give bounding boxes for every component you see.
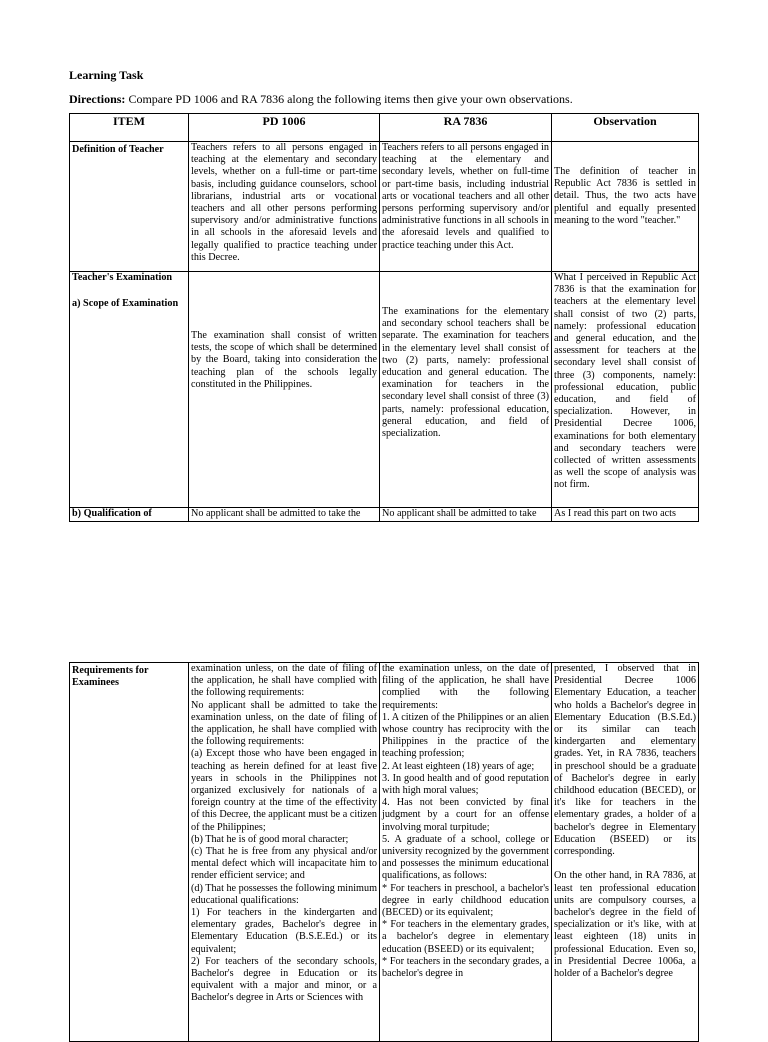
row-observation: As I read this part on two acts — [552, 508, 699, 522]
row-item: Definition of Teacher — [70, 142, 189, 272]
row-ra7836: Teachers refers to all persons engaged in teaching at the elementary and secondary levels, whether on full-time or part-time basis, including industrial arts or vocational teachers and all other persons performing supervisory and/or administrative functions in all schools in the aforesaid levels and qualified to practice teaching under this Act. — [380, 142, 552, 272]
row-pd1006: No applicant shall be admitted to take the — [189, 508, 380, 522]
table-row — [70, 272, 699, 508]
row-pd1006: examination unless, on the date of filing of the application, he shall have complied with the following requirements: No applicant shall be admitted to take the examination unless, on the date of filing of the application, he shall have complied with the following requirements: (a) Except those who have been engaged in teaching as herein defined for at least five years in schools in the Philippines not organized exclusively for nationals of a foreign country at the time of the effectivity of this Decree, the applicant must be a citizen of the Philippines; (b) That he is of good moral character; (c) That he is free from any physical and/or mental defect which will incapacitate him to render efficient service; and (d) That he possesses the following minimum educational qualifications: 1) For teachers in the kindergarten and elementary grades, Bachelor's degree in Elementary Education (B.S.E.Ed.) or its equivalent; 2) For teachers of the secondary schools, Bachelor's degree in Education or its equivalent with a major and minor, or a Bachelor's degree in Arts or Sciences with — [189, 663, 380, 1042]
row-observation: What I perceived in Republic Act 7836 is that the examination for teachers at the elementary level shall consist of two (2) parts, namely: professional education and general education, and the assessment for teachers at the secondary level shall consist of three (3) components, namely: professional education, public education, and field of specialization. However, in Presidential Decree 1006, examinations for both elementary and secondary teachers were collected of written assessments as well the scope of analysis was not firm. — [552, 272, 699, 508]
page-title: Learning Task — [69, 68, 144, 82]
row-ra7836: the examination unless, on the date of filing of the application, he shall have complied with the following requirements: 1. A citizen of the Philippines or an alien whose country has reciprocity with the Philippines in the practice of the teaching profession; 2. At least eighteen (18) years of age; 3. In good health and of good reputation with high moral values; 4. Has not been convicted by final judgment by a court for an offense involving moral turpitude; 5. A graduate of a school, college or university recognized by the government and possesses the minimum educational qualifications, as follows: * For teachers in preschool, a bachelor's degree in early childhood education (BECED) or its equivalent; * For teachers in the elementary grades, a bachelor's degree in elementary education (BSEED) or its equivalent; * For teachers in the secondary grades, a bachelor's degree in — [380, 663, 552, 1042]
row-observation: presented, I observed that in Presidential Decree 1006 Elementary Education, a teacher who holds a Bachelor's degree in Elementary Education (B.S.Ed.) or its similar can teach kindergarten and elementary grades. Yet, in RA 7836, teachers in preschool should be a graduate of Bachelor's degree in early childhood education (BECED), or it's like for teachers in the elementary grades, a holder of a bachelor's degree in Elementary Education (BSEED) or its corresponding. On the other hand, in RA 7836, at least ten professional education units are compulsory courses, a bachelor's degree in the field of specialization or it's like, with at least eighteen (18) units in professional Education. Even so, in Presidential Decree 1006a, a holder of a Bachelor's degree — [552, 663, 699, 1042]
row-item-subheading: a) Scope of Examination — [72, 298, 179, 310]
row-observation: The definition of teacher in Republic Act 7836 is settled in detail. Thus, the two acts have plentiful and equally presented meaning to the word "teacher." — [552, 142, 699, 272]
directions-label: Directions: — [69, 92, 126, 106]
header-pd1006: PD 1006 — [189, 114, 380, 142]
table-row — [70, 663, 699, 1042]
row-pd1006: The examination shall consist of written tests, the scope of which shall be determined by the Board, taking into consideration the teaching plan of the schools legally constituted in the Philippines. — [189, 272, 380, 508]
row-item: Requirements for Examinees — [70, 663, 189, 1042]
header-item: ITEM — [70, 114, 189, 142]
table-row — [70, 508, 699, 522]
table-row — [70, 142, 699, 272]
table-header-row — [70, 114, 699, 142]
row-item: b) Qualification of — [70, 508, 189, 522]
row-item-heading: Teacher's Examination — [72, 272, 173, 283]
row-ra7836: The examinations for the elementary and secondary school teachers shall be separate. The examination for teachers in the elementary level shall consist of two (2) parts, namely: professional education and general education. The examination for teachers in the secondary level shall consist of three (3) parts, namely: professional education, general education, and field of specialization. — [380, 272, 552, 508]
row-pd1006: Teachers refers to all persons engaged in teaching at the elementary and secondary levels, whether on a full-time or part-time basis, including guidance counselors, school librarians, industrial arts or vocational teachers and all other persons performing supervisory and/or administrative functions in all schools in the aforesaid levels and legally qualified to practice teaching under this Decree. — [189, 142, 380, 272]
directions-text: Compare PD 1006 and RA 7836 along the following items then give your own observations. — [128, 92, 573, 106]
row-item — [70, 272, 189, 508]
header-observation: Observation — [552, 114, 699, 142]
comparison-table — [69, 113, 699, 522]
comparison-table-continued — [69, 662, 699, 1042]
header-ra7836: RA 7836 — [380, 114, 552, 142]
row-ra7836: No applicant shall be admitted to take — [380, 508, 552, 522]
directions — [69, 92, 573, 107]
